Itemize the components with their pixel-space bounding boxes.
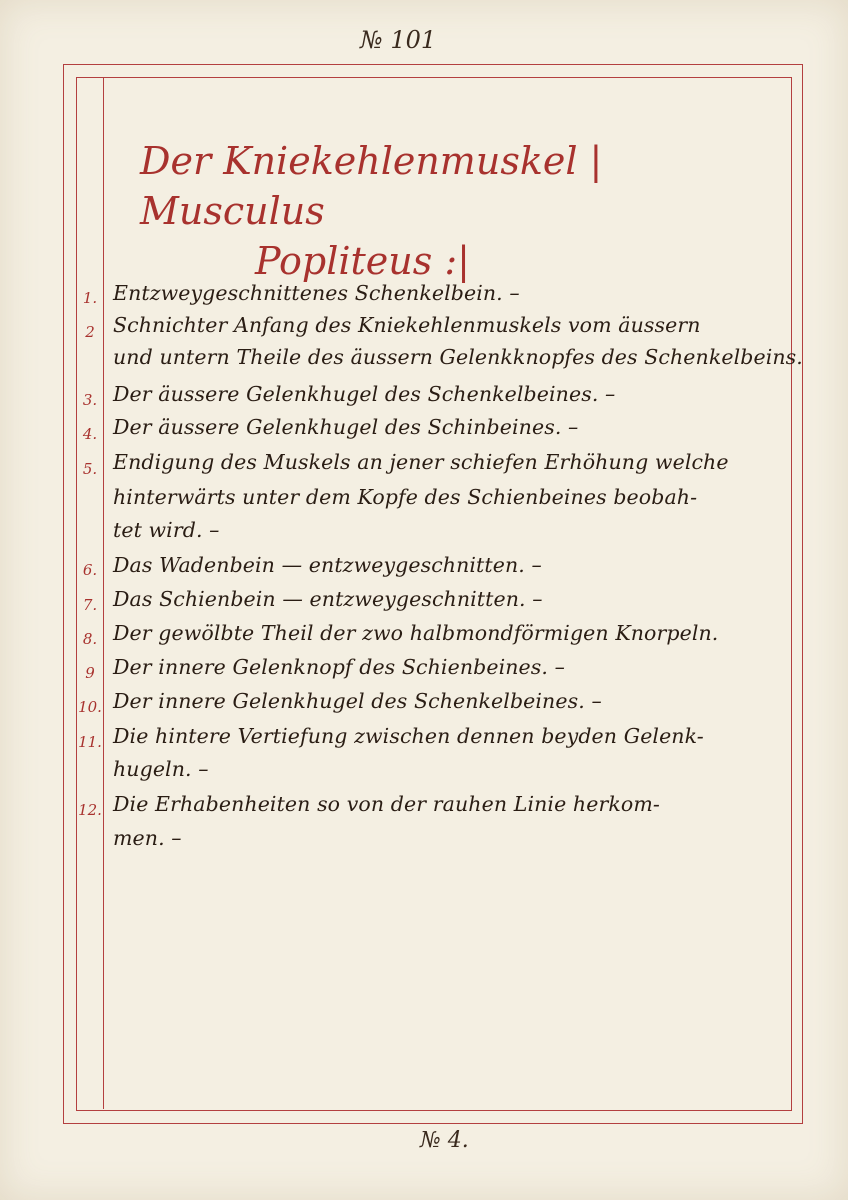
entry-number: 10. — [78, 698, 102, 716]
entry-number: 4. — [82, 425, 98, 443]
entry-text: Die Erhabenheiten so von der rauhen Linie herkom- — [113, 792, 660, 816]
page-title — [140, 136, 780, 286]
folio-number: № 4. — [420, 1128, 469, 1153]
entry-number: 6. — [82, 561, 98, 579]
entry-number: 12. — [78, 801, 102, 819]
entry-text: Der innere Gelenkhugel des Schenkelbeines. – — [113, 689, 602, 713]
entry-text: Der äussere Gelenkhugel des Schinbeines. – — [113, 415, 579, 439]
entry-text: Das Wadenbein — entzweygeschnitten. – — [113, 553, 542, 577]
entry-number: 5. — [82, 460, 98, 478]
title-line-2: Popliteus :| — [255, 239, 470, 283]
entry-text: Das Schienbein — entzweygeschnitten. – — [113, 587, 543, 611]
entry-number: 3. — [82, 391, 98, 409]
entry-number: 9 — [85, 664, 95, 682]
entry-text: men. – — [113, 826, 182, 850]
entry-number: 8. — [82, 630, 98, 648]
entry-number: 11. — [78, 733, 102, 751]
entry-text: Der innere Gelenknopf des Schienbeines. – — [113, 655, 565, 679]
entry-text: Die hintere Vertiefung zwischen dennen beyden Gelenk- — [113, 724, 704, 748]
entry-text: hinterwärts unter dem Kopfe des Schienbeines beobah- — [113, 485, 698, 509]
entry-number: 2 — [85, 323, 95, 341]
entry-text: und untern Theile des äussern Gelenkknopfes des Schenkelbeins. — [113, 345, 803, 369]
margin-rule — [103, 77, 104, 1109]
entry-text: Entzweygeschnittenes Schenkelbein. – — [113, 281, 520, 305]
entry-text: Schnichter Anfang des Kniekehlenmuskels vom äussern — [113, 313, 701, 337]
title-line-1: Der Kniekehlenmuskel | Musculus — [140, 139, 603, 233]
entry-text: Der äussere Gelenkhugel des Schenkelbeines. – — [113, 382, 616, 406]
entry-text: Endigung des Muskels an jener schiefen Erhöhung welche — [113, 450, 729, 474]
entry-text: Der gewölbte Theil der zwo halbmondförmigen Knorpeln. — [113, 621, 719, 645]
entry-text: tet wird. – — [113, 518, 220, 542]
entry-number: 7. — [82, 596, 98, 614]
entry-number: 1. — [82, 289, 98, 307]
page-number: № 101 — [360, 26, 437, 54]
entry-text: hugeln. – — [113, 757, 209, 781]
